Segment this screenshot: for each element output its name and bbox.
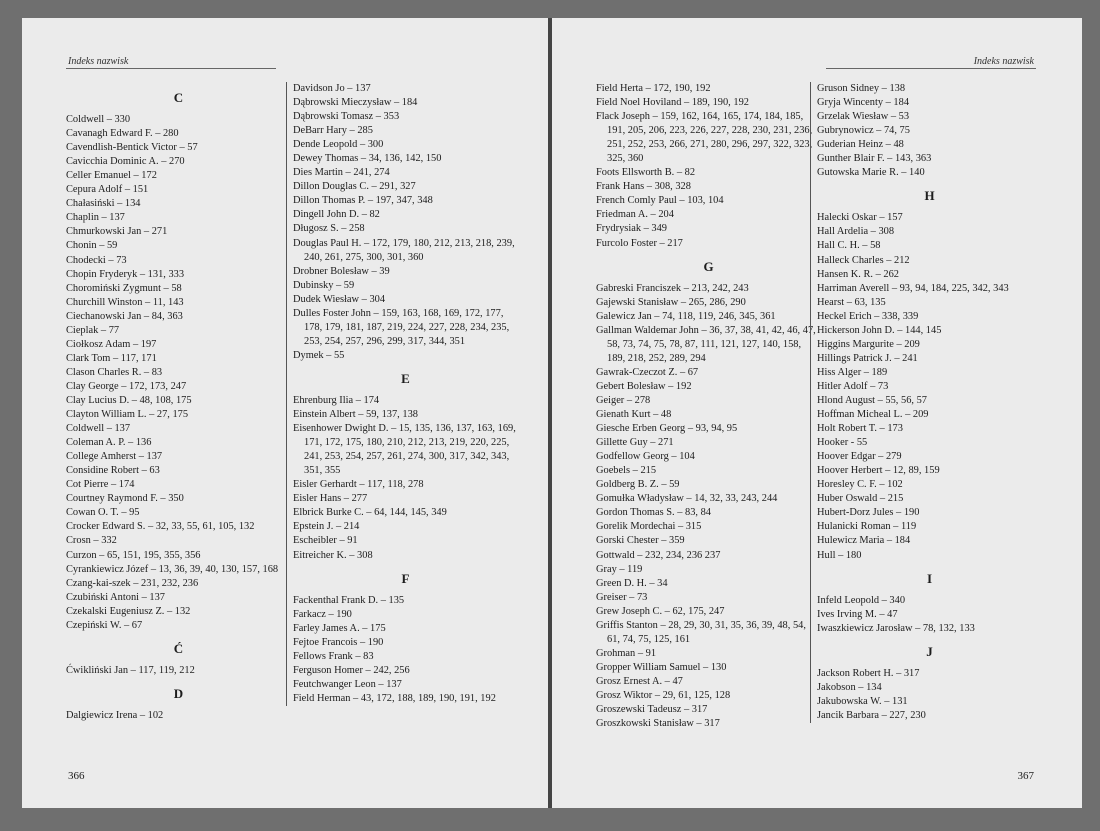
index-entry: Higgins Margurite – 209 — [817, 338, 920, 350]
index-entry: Czubiński Antoni – 137 — [66, 591, 166, 603]
index-entry: Hansen K. R. – 262 — [817, 268, 899, 280]
section-letter: G — [703, 258, 714, 274]
index-entry: Grosz Wiktor – 29, 61, 125, 128 — [596, 689, 731, 701]
index-entry: Griffis Stanton – 28, 29, 30, 31, 35, 36, 39, 48, 54, 61, 74, 75, 125, 161 — [596, 619, 806, 645]
index-entry: Drobner Bolesław – 39 — [293, 265, 390, 277]
index-entry: Epstein J. – 214 — [293, 521, 360, 533]
index-entry: Halleck Charles – 212 — [817, 254, 910, 266]
index-entry: Farkacz – 190 — [293, 608, 352, 620]
section-letter: I — [926, 570, 933, 586]
index-entry: Gunther Blair F. – 143, 363 — [817, 153, 932, 165]
index-entry: Hoover Herbert – 12, 89, 159 — [817, 465, 940, 477]
index-entry: Dalgiewicz Irena – 102 — [66, 709, 164, 721]
index-entry: Chałasiński – 134 — [66, 198, 141, 210]
index-entry: Galewicz Jan – 74, 118, 119, 246, 345, 361 — [596, 310, 776, 322]
index-entry: Gropper William Samuel – 130 — [596, 661, 727, 673]
index-entry: Jancik Barbara – 227, 230 — [817, 709, 926, 721]
index-entry: Chopin Fryderyk – 131, 333 — [66, 268, 185, 280]
index-entry: Ives Irving M. – 47 — [817, 608, 898, 620]
index-entry: Grosz Ernest A. – 47 — [596, 675, 683, 687]
index-entry: Cyrankiewicz Józef – 13, 36, 39, 40, 130, 157, 168 — [66, 563, 279, 575]
index-entry: Giesche Erben Georg – 93, 94, 95 — [596, 423, 738, 435]
index-entry: Considine Robert – 63 — [66, 465, 160, 477]
index-entry: Feutchwanger Leon – 137 — [293, 678, 402, 690]
index-entry: Gawrak-Czeczot Z. – 67 — [596, 366, 699, 378]
index-entry: Cepura Adolf – 151 — [66, 184, 149, 196]
index-entry: Dende Leopold – 300 — [293, 139, 384, 151]
index-entry: Ciechanowski Jan – 84, 363 — [66, 310, 183, 322]
left-page — [22, 18, 552, 808]
index-entry: French Comly Paul – 103, 104 — [596, 195, 724, 207]
header-rule — [66, 68, 276, 69]
section-letter: H — [924, 188, 935, 204]
index-entry: Coleman A. P. – 136 — [66, 437, 152, 449]
index-entry: Jakubowska W. – 131 — [817, 695, 908, 707]
index-entry: Hlond August – 55, 56, 57 — [817, 394, 927, 406]
index-entry: Czekalski Eugeniusz Z. – 132 — [66, 605, 191, 617]
index-entry: Hoover Edgar – 279 — [817, 451, 902, 463]
index-entry: Eisenhower Dwight D. – 15, 135, 136, 137, 163, 169, 171, 172, 175, 180, 210, 212, 213, 219, 220, 225, 241, 253, 254, 257, 261, 274, 300, 317, 342, 343, 351, 355 — [293, 423, 516, 477]
page-number: 367 — [1017, 770, 1034, 782]
index-entry: Greiser – 73 — [596, 591, 648, 603]
index-entry: Heckel Erich – 338, 339 — [817, 310, 919, 322]
index-entry: Dymek – 55 — [293, 349, 345, 361]
index-entry: Escheibler – 91 — [293, 535, 358, 547]
index-entry: Coldwell – 330 — [66, 114, 131, 126]
index-entry: Choromiński Zygmunt – 58 — [66, 282, 182, 294]
index-entry: Clayton William L. – 27, 175 — [66, 409, 189, 421]
index-entry: Clark Tom – 117, 171 — [66, 352, 157, 364]
index-entry: Infeld Leopold – 340 — [817, 594, 906, 606]
index-entry: Gienath Kurt – 48 — [596, 409, 672, 421]
running-head: Indeks nazwisk — [68, 56, 129, 67]
index-entry: Flack Joseph – 159, 162, 164, 165, 174, 184, 185, 191, 205, 206, 223, 226, 227, 228, 230, 231, 236, 251, 252, 253, 266, 271, 280, 296, 297, 322, 323, 325, 360 — [596, 111, 813, 165]
section-letter: D — [173, 685, 184, 701]
index-entry: Gallman Waldemar John – 36, 37, 38, 41, 42, 46, 47, 58, 73, 74, 75, 78, 87, 111, 121, 127, 140, 158, 189, 218, 252, 289, 294 — [596, 324, 816, 364]
header-rule — [826, 68, 1036, 69]
index-entry: Crosn – 332 — [66, 535, 117, 547]
index-entry: Chonin – 59 — [66, 240, 118, 252]
index-entry: Huber Oswald – 215 — [817, 493, 904, 505]
index-entry: Field Noel Hoviland – 189, 190, 192 — [596, 97, 749, 109]
index-entry: Czepiński W. – 67 — [66, 619, 143, 631]
index-entry: Frank Hans – 308, 328 — [596, 181, 691, 193]
index-entry: Gruson Sidney – 138 — [817, 83, 906, 94]
index-entry: Furcolo Foster – 217 — [596, 237, 683, 249]
section-letter: F — [401, 570, 410, 586]
index-entry: Courtney Raymond F. – 350 — [66, 493, 184, 505]
index-entry: Ćwikliński Jan – 117, 119, 212 — [66, 664, 195, 676]
index-entry: Crocker Edward S. – 32, 33, 55, 61, 105, 132 — [66, 521, 255, 533]
index-entry: Chodecki – 73 — [66, 254, 127, 266]
index-entry: Gajewski Stanisław – 265, 286, 290 — [596, 296, 746, 308]
index-entry: Guderian Heinz – 48 — [817, 139, 904, 151]
index-entry: Hitler Adolf – 73 — [817, 380, 889, 392]
index-entry: Dingell John D. – 82 — [293, 209, 380, 221]
index-entry: Fellows Frank – 83 — [293, 650, 374, 662]
index-entry: Hillings Patrick J. – 241 — [817, 352, 918, 364]
index-entry: Eisler Hans – 277 — [293, 493, 368, 505]
index-entry: Douglas Paul H. – 172, 179, 180, 212, 213, 218, 239, 240, 261, 275, 300, 301, 360 — [293, 237, 515, 263]
index-entry: Churchill Winston – 11, 143 — [66, 296, 184, 308]
index-entry: Jakobson – 134 — [817, 681, 882, 693]
index-entry: Hall C. H. – 58 — [817, 240, 881, 252]
index-entry: Gomułka Władysław – 14, 32, 33, 243, 244 — [596, 493, 778, 505]
index-entry: Ciołkosz Adam – 197 — [66, 338, 157, 350]
index-entry: Halecki Oskar – 157 — [817, 212, 903, 224]
index-entry: DeBarr Hary – 285 — [293, 125, 373, 137]
index-entry: Groszewski Tadeusz – 317 — [596, 704, 708, 716]
index-entry: Harriman Averell – 93, 94, 184, 225, 342, 343 — [817, 282, 1009, 294]
index-entry: Field Herta – 172, 190, 192 — [596, 83, 711, 94]
index-entry: Gryja Wincenty – 184 — [817, 97, 910, 109]
index-entry: Clay Lucius D. – 48, 108, 175 — [66, 394, 192, 406]
index-entry: Goebels – 215 — [596, 465, 657, 477]
index-entry: Einstein Albert – 59, 137, 138 — [293, 409, 418, 421]
index-entry: Dillon Douglas C. – 291, 327 — [293, 181, 416, 193]
index-entry: Gordon Thomas S. – 83, 84 — [596, 507, 711, 519]
index-entry: Gubrynowicz – 74, 75 — [817, 125, 910, 137]
index-entry: Iwaszkiewicz Jarosław – 78, 132, 133 — [817, 622, 975, 634]
index-entry: College Amherst – 137 — [66, 451, 163, 463]
index-entry: Coldwell – 137 — [66, 423, 131, 435]
index-entry: Hubert-Dorz Jules – 190 — [817, 507, 920, 519]
index-entry: Foots Ellsworth B. – 82 — [596, 167, 696, 179]
index-entry: Cieplak – 77 — [66, 324, 120, 336]
index-entry: Cavicchia Dominic A. – 270 — [66, 156, 185, 168]
index-entry: Frydrysiak – 349 — [596, 223, 667, 235]
index-entry: Dillon Thomas P. – 197, 347, 348 — [293, 195, 433, 207]
index-entry: Hearst – 63, 135 — [817, 296, 886, 308]
index-entry: Godfellow Georg – 104 — [596, 451, 695, 463]
index-entry: Dąbrowski Tomasz – 353 — [293, 111, 400, 123]
index-entry: Elbrick Burke C. – 64, 144, 145, 349 — [293, 507, 447, 519]
index-entry: Chaplin – 137 — [66, 212, 125, 224]
index-entry: Holt Robert T. – 173 — [817, 423, 903, 435]
index-entry: Fackenthal Frank D. – 135 — [293, 594, 405, 606]
index-entry: Clason Charles R. – 83 — [66, 366, 163, 378]
index-entry: Dudek Wiesław – 304 — [293, 293, 386, 305]
index-entry: Eitreicher K. – 308 — [293, 549, 373, 561]
index-entry: Gorski Chester – 359 — [596, 535, 685, 547]
index-entry: Hooker - 55 — [817, 437, 868, 449]
index-entry: Chmurkowski Jan – 271 — [66, 226, 168, 238]
index-entry: Czang-kai-szek – 231, 232, 236 — [66, 577, 199, 589]
section-letter: E — [401, 370, 410, 386]
index-entry: Dewey Thomas – 34, 136, 142, 150 — [293, 153, 442, 165]
index-entry: Geiger – 278 — [596, 394, 651, 406]
index-entry: Grohman – 91 — [596, 647, 657, 659]
index-entry: Goldberg B. Z. – 59 — [596, 479, 680, 491]
index-entry: Celler Emanuel – 172 — [66, 170, 157, 182]
right-page — [552, 18, 1082, 808]
index-entry: Fejtoe Francois – 190 — [293, 636, 384, 648]
index-column — [66, 82, 291, 723]
index-entry: Clay George – 172, 173, 247 — [66, 380, 187, 392]
index-entry: Green D. H. – 34 — [596, 577, 668, 589]
section-letter: C — [173, 90, 184, 105]
index-entry: Gorelik Mordechai – 315 — [596, 521, 702, 533]
page-number: 366 — [68, 770, 85, 782]
running-head: Indeks nazwisk — [973, 56, 1034, 67]
index-entry: Cowan O. T. – 95 — [66, 507, 140, 519]
index-entry: Horesley C. F. – 102 — [817, 479, 903, 491]
section-letter: J — [926, 643, 933, 659]
index-entry: Eisler Gerhardt – 117, 118, 278 — [293, 479, 424, 491]
index-entry: Gebert Bolesław – 192 — [596, 380, 692, 392]
index-entry: Gray – 119 — [596, 563, 643, 575]
index-entry: Cavendlish-Bentick Victor – 57 — [66, 142, 198, 154]
index-entry: Dulles Foster John – 159, 163, 168, 169, 172, 177, 178, 179, 181, 187, 219, 224, 227, 228, 234, 235, 253, 254, 257, 296, 299, 317, 344, 351 — [293, 307, 510, 347]
index-entry: Farley James A. – 175 — [293, 622, 386, 634]
index-entry: Davidson Jo – 137 — [293, 83, 371, 94]
index-entry: Długosz S. – 258 — [293, 223, 365, 235]
section-letter: Ć — [173, 640, 184, 656]
index-entry: Gillette Guy – 271 — [596, 437, 674, 449]
index-entry: Hulanicki Roman – 119 — [817, 521, 917, 533]
index-entry: Hickerson John D. – 144, 145 — [817, 324, 942, 336]
index-entry: Field Herman – 43, 172, 188, 189, 190, 191, 192 — [293, 692, 496, 704]
index-entry: Gutowska Marie R. – 140 — [817, 167, 925, 179]
index-entry: Hoffman Micheal L. – 209 — [817, 409, 929, 421]
index-entry: Dąbrowski Mieczysław – 184 — [293, 97, 418, 109]
index-entry: Curzon – 65, 151, 195, 355, 356 — [66, 549, 201, 561]
index-entry: Gabreski Franciszek – 213, 242, 243 — [596, 282, 749, 294]
index-entry: Jackson Robert H. – 317 — [817, 667, 920, 679]
index-entry: Grew Joseph C. – 62, 175, 247 — [596, 605, 725, 617]
index-entry: Ferguson Homer – 242, 256 — [293, 664, 410, 676]
index-column — [286, 82, 518, 706]
index-entry: Dies Martin – 241, 274 — [293, 167, 390, 179]
index-entry: Ehrenburg Ilia – 174 — [293, 394, 380, 406]
index-entry: Hiss Alger – 189 — [817, 366, 888, 378]
index-entry: Gottwald – 232, 234, 236 237 — [596, 549, 721, 561]
index-entry: Groszkowski Stanisław – 317 — [596, 718, 720, 730]
index-entry: Cavanagh Edward F. – 280 — [66, 128, 179, 140]
index-column — [596, 82, 821, 731]
index-entry: Dubinsky – 59 — [293, 279, 355, 291]
index-entry: Grzelak Wiesław – 53 — [817, 111, 910, 123]
index-entry: Hulewicz Maria – 184 — [817, 535, 911, 547]
index-entry: Hall Ardelia – 308 — [817, 226, 895, 238]
index-entry: Cot Pierre – 174 — [66, 479, 135, 491]
index-entry: Hull – 180 — [817, 549, 862, 561]
index-column — [810, 82, 1042, 723]
index-entry: Friedman A. – 204 — [596, 209, 674, 221]
